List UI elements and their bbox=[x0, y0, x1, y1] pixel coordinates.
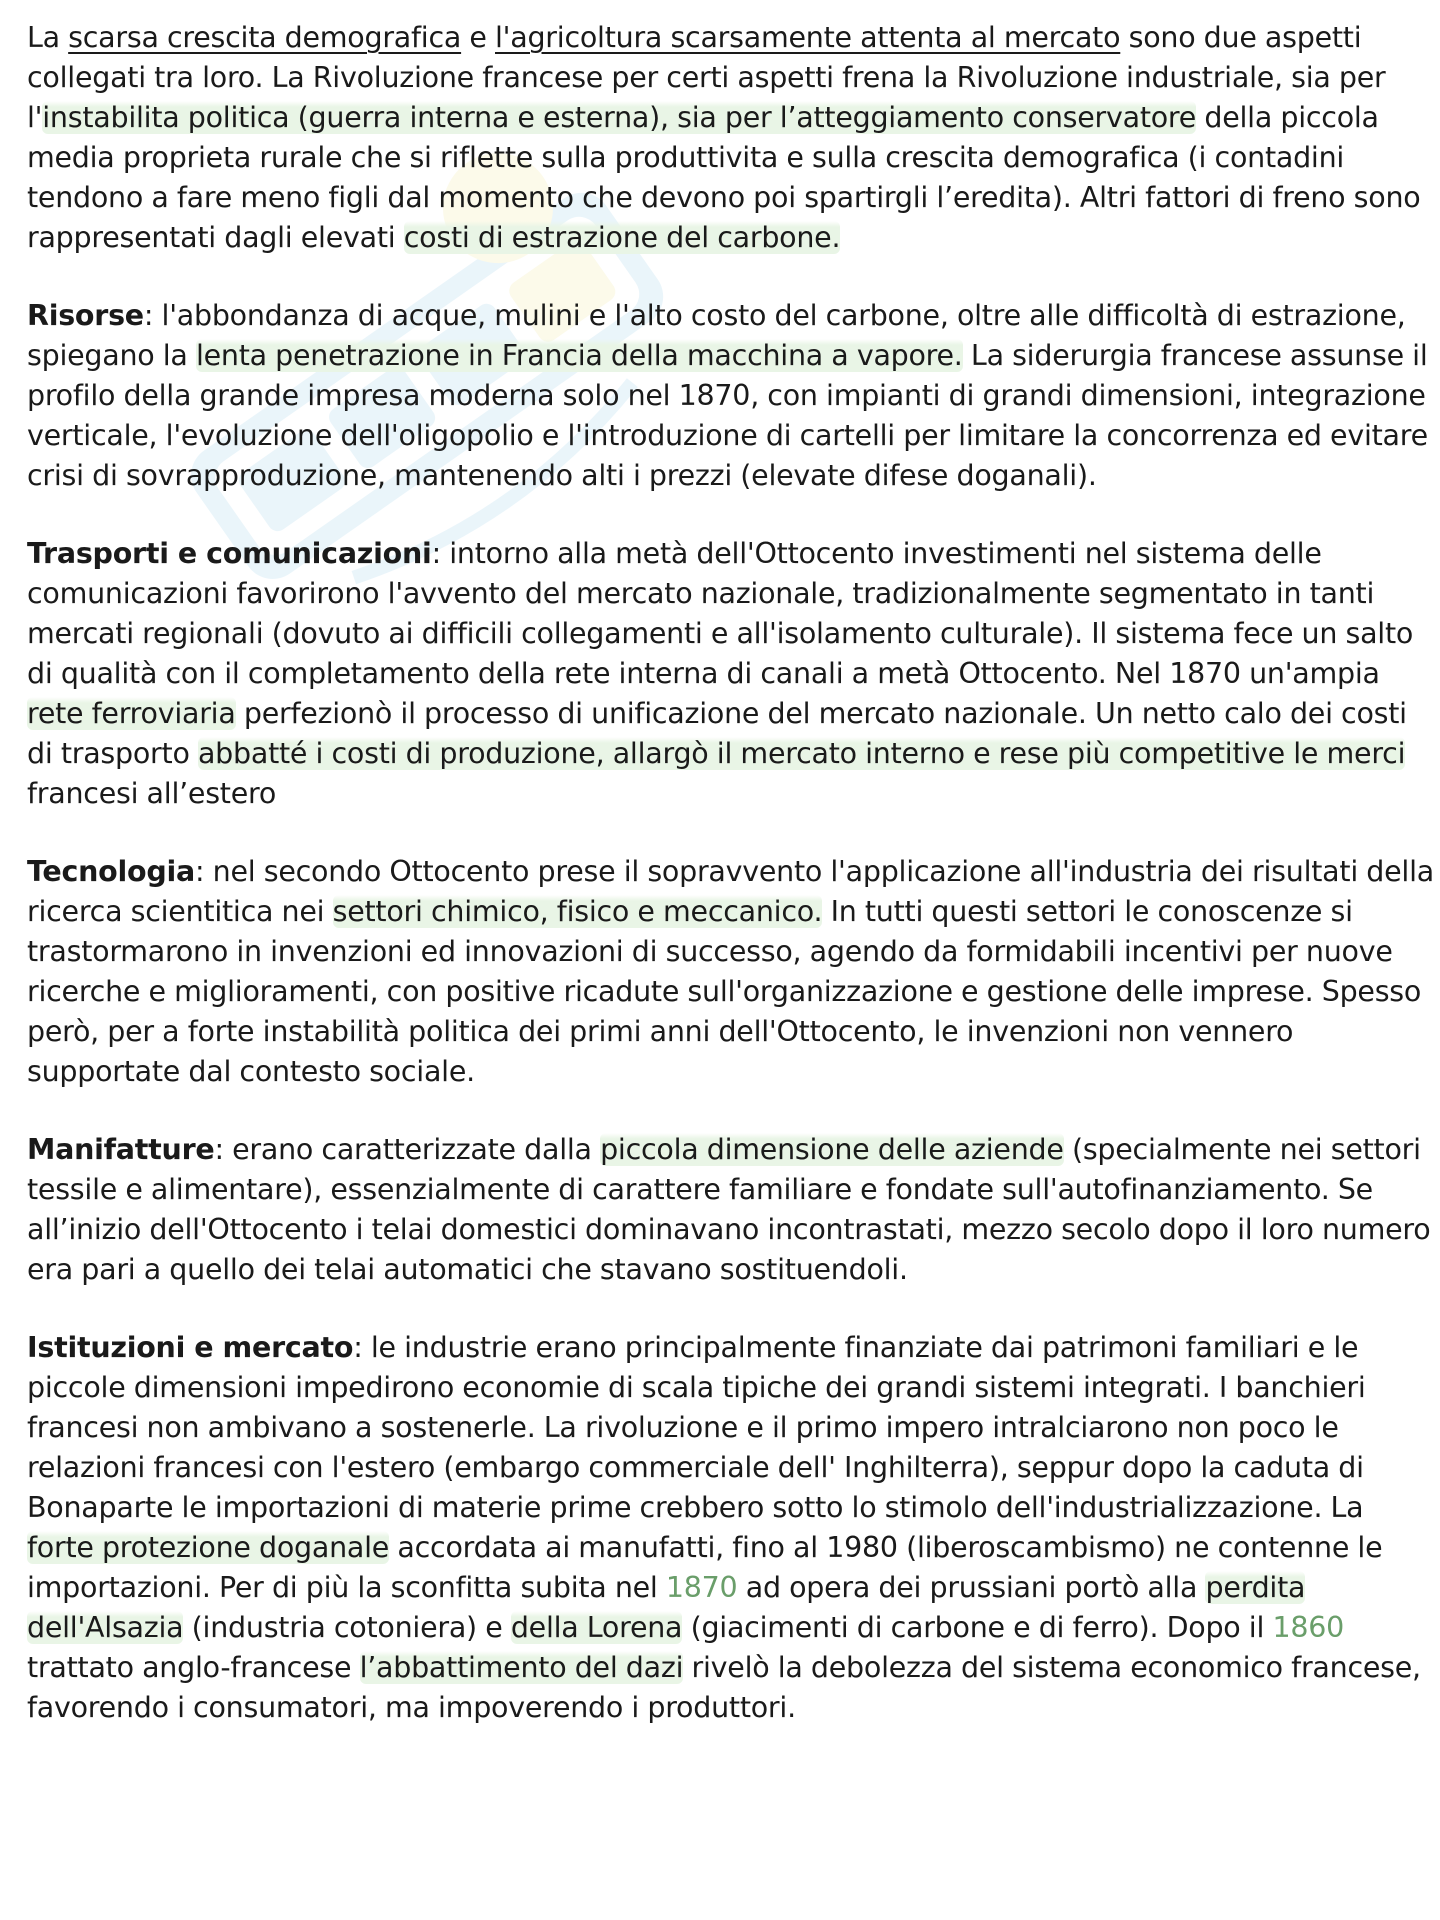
paragraph bbox=[27, 534, 1437, 814]
body-text: : intorno alla metà dell'Ottocento investimenti nel sistema delle comunicazioni favorirono l'avvento del mercato nazionale, tradizionalmente segmentato in tanti mercati regionali (dovuto ai difficili collegamenti e all'isolamento culturale). Il sistema fece un salto di qualità con il completamento della rete interna di canali a metà Ottocento. Nel 1870 un'ampia bbox=[27, 537, 1414, 690]
body-text: accordata ai manufatti, fino al 1980 (liberoscambismo) ne contenne le importazioni. Per di più la sconfitta subita nel bbox=[27, 1531, 1383, 1604]
body-text: (giacimenti di carbone e di ferro). Dopo il bbox=[682, 1611, 1273, 1644]
body-text: : le industrie erano principalmente finanziate dai patrimoni familiari e le piccole dimensioni impedirono economie di scala tipiche dei grandi sistemi integrati. I banchieri francesi non ambivano a sostenerle. La rivoluzione e il primo impero intralciarono non poco le relazioni francesi con l'estero (embargo commerciale dell' Inghilterra), seppur dopo la caduta di Bonaparte le importazioni di materie prime crebbero sotto lo stimolo dell'industrializzazione. La bbox=[27, 1331, 1366, 1524]
highlighted-text: instabilita politica (guerra interna e esterna), sia per l’atteggiamento conservatore bbox=[42, 101, 1197, 134]
section-heading: Tecnologia bbox=[27, 855, 195, 888]
section-heading: Trasporti e comunicazioni bbox=[27, 537, 432, 570]
highlighted-text: costi di estrazione del carbone. bbox=[403, 221, 841, 254]
section-heading: Istituzioni e mercato bbox=[27, 1331, 354, 1364]
section-heading: Manifatture bbox=[27, 1133, 215, 1166]
highlighted-text: perdita dell'Alsazia bbox=[27, 1571, 1306, 1644]
highlighted-number: 1860 bbox=[1272, 1611, 1344, 1644]
highlighted-text: rete ferroviaria bbox=[27, 697, 236, 730]
highlighted-text: lenta penetrazione in Francia della macchina a vapore. bbox=[195, 339, 963, 372]
highlighted-text: forte protezione doganale bbox=[27, 1531, 390, 1564]
body-text: La siderurgia francese assunse il profilo della grande impresa moderna solo nel 1870, con impianti di grandi dimensioni, integrazione verticale, l'evoluzione dell'oligopolio e l'introduzione di cartelli per limitare la concorrenza ed evitare crisi di sovrapproduzione, mantenendo alti i prezzi (elevate difese doganali). bbox=[27, 339, 1428, 492]
highlighted-text: l’abbattimento del dazi bbox=[359, 1651, 684, 1684]
highlighted-text: della Lorena bbox=[510, 1611, 683, 1644]
paragraph bbox=[27, 18, 1437, 258]
highlighted-text: abbatté i costi di produzione, allargò il mercato interno e rese più competitive le merci bbox=[197, 737, 1406, 770]
body-text: : erano caratterizzate dalla bbox=[214, 1133, 601, 1166]
highlighted-text: piccola dimensione delle aziende bbox=[600, 1133, 1064, 1166]
body-text: In tutti questi settori le conoscenze si trastormarono in invenzioni ed innovazioni di successo, agendo da formidabili incentivi per nuove ricerche e miglioramenti, con positive ricadute sull'organizzazione e gestione delle imprese. Spesso però, per a forte instabilità politica dei primi anni dell'Ottocento, le invenzioni non vennero supportate dal contesto sociale. bbox=[27, 895, 1422, 1088]
body-text: sono due aspetti collegati tra loro. La Rivoluzione francese per certi aspetti frena la Rivoluzione industriale, sia per l' bbox=[27, 21, 1386, 134]
paragraph bbox=[27, 1328, 1437, 1728]
body-text: : nel secondo Ottocento prese il sopravvento l'applicazione all'industria dei risultati della ricerca scientitica nei bbox=[27, 855, 1434, 928]
section-heading: Risorse bbox=[27, 299, 144, 332]
body-text: trattato anglo-francese bbox=[27, 1651, 360, 1684]
highlighted-number: 1870 bbox=[665, 1571, 738, 1604]
paragraph bbox=[27, 852, 1437, 1092]
body-text: e bbox=[461, 21, 495, 54]
body-text: (specialmente nei settori tessile e alimentare), essenzialmente di carattere familiare e fondate sull'autofinanziamento. Se all’inizio dell'Ottocento i telai domestici dominavano incontrastati, mezzo secolo dopo il loro numero era pari a quello dei telai automatici che stavano sostituendoli. bbox=[27, 1133, 1431, 1286]
underlined-text: scarsa crescita demografica bbox=[68, 21, 462, 54]
body-text: ad opera dei prussiani portò alla bbox=[737, 1571, 1206, 1604]
paragraph bbox=[27, 1130, 1437, 1290]
underlined-text: l'agricoltura scarsamente attenta al mercato bbox=[495, 21, 1121, 54]
body-text: rivelò la debolezza del sistema economico francese, favorendo i consumatori, ma impoverendo i produttori. bbox=[27, 1651, 1421, 1724]
paragraph bbox=[27, 296, 1437, 496]
body-text: La bbox=[27, 21, 69, 54]
highlighted-text: settori chimico, fisico e meccanico. bbox=[332, 895, 823, 928]
document-page bbox=[27, 18, 1437, 1766]
body-text: (industria cotoniera) e bbox=[183, 1611, 511, 1644]
body-text: francesi all’estero bbox=[27, 777, 277, 810]
body-text: perfezionò il processo di unificazione del mercato nazionale. Un netto calo dei costi di trasporto bbox=[27, 697, 1407, 770]
body-text: della piccola media proprieta rurale che si riflette sulla produttivita e sulla crescita demografica (i contadini tendono a fare meno figli dal momento che devono poi spartirgli l’eredita). Altri fattori di freno sono rappresentati dagli elevati bbox=[27, 101, 1421, 254]
body-text: : l'abbondanza di acque, mulini e l'alto costo del carbone, oltre alle difficoltà di estrazione, spiegano la bbox=[27, 299, 1406, 372]
